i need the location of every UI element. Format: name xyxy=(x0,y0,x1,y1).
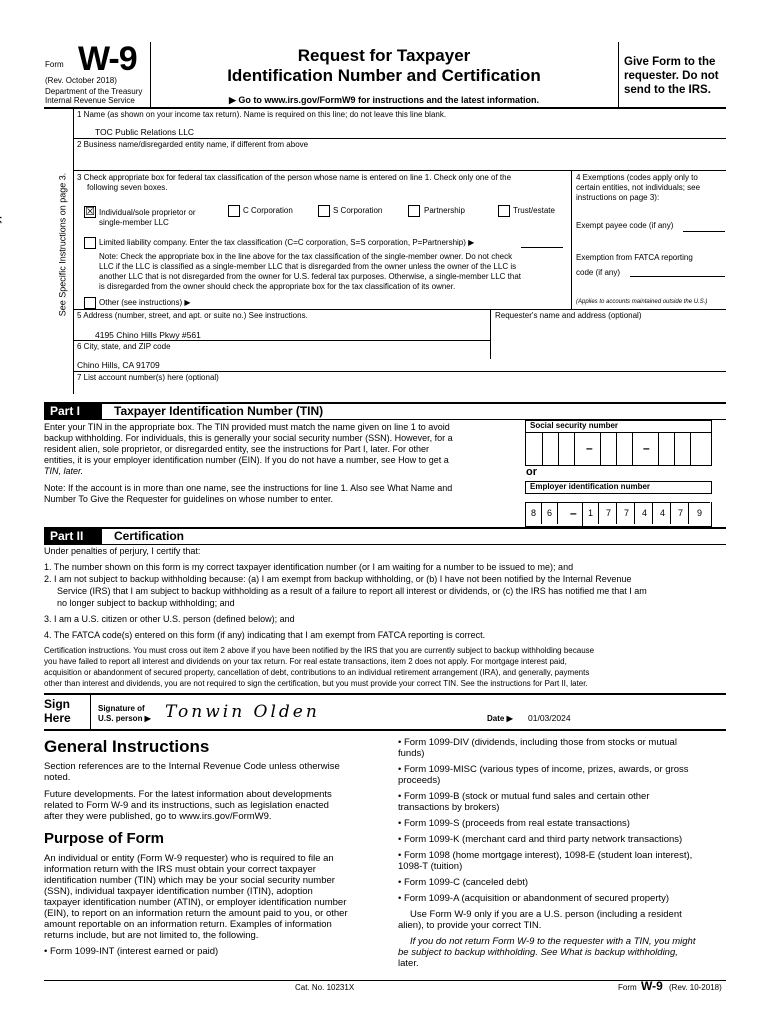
cert-instructions-4: other than interest and dividends, you are not required to sign the certification, but you must provide your correct TIN. See the instructions for Part II, later. xyxy=(44,679,588,688)
part2-badge: Part II xyxy=(44,529,102,544)
line5-address-field[interactable]: 4195 Chino Hills Pkwy #561 xyxy=(95,330,201,340)
trust-estate-checkbox[interactable] xyxy=(498,205,510,217)
line7-label: 7 List account number(s) here (optional) xyxy=(77,373,219,382)
catalog-number: Cat. No. 10231X xyxy=(295,983,355,992)
individual-checkbox[interactable]: ☒ xyxy=(85,206,95,218)
form-word: Form xyxy=(45,60,64,69)
purpose-title: Purpose of Form xyxy=(44,830,165,847)
ein-field[interactable] xyxy=(525,502,712,527)
part1-text-2: backup withholding. For individuals, this is generally your social security number (SSN). However, for a xyxy=(44,433,453,443)
right-2a: • Form 1099-MISC (various types of income, prizes, awards, or gross xyxy=(398,764,689,775)
fatca-label-2: code (if any) xyxy=(576,268,621,277)
exemptions-label-1: 4 Exemptions (codes apply only to xyxy=(576,173,698,182)
ein-label: Employer identification number xyxy=(530,482,651,491)
right-2b: proceeds) xyxy=(398,775,441,786)
side-label-print xyxy=(0,164,3,304)
right-5: • Form 1099-K (merchant card and third party network transactions) xyxy=(398,834,683,845)
part1-title: Taxpayer Identification Number (TIN) xyxy=(114,404,324,418)
s-corp-checkbox[interactable] xyxy=(318,205,330,217)
cert-instructions-3: acquisition or abandonment of secured property, cancellation of debt, contributions to an individual retirement arrangement (IRA), and generally, payments xyxy=(44,668,590,677)
purpose-8: returns include, but are not limited to, the following. xyxy=(44,930,259,941)
exemptions-label-3: instructions on page 3): xyxy=(576,193,660,202)
ein-digit: 9 xyxy=(696,508,702,518)
cert-instructions-1: Certification instructions. You must cross out item 2 above if you have been notified by the IRS that you are currently subject to backup withholding because xyxy=(44,646,595,655)
llc-note-2: LLC if the LLC is classified as a single-member LLC that is disregarded from the owner unless the owner of the LLC is xyxy=(99,262,517,271)
partnership-label: Partnership xyxy=(424,206,465,215)
llc-note-4: is disregarded from the owner should check the appropriate box for the tax classification of its owner. xyxy=(99,282,456,291)
ein-digit: 6 xyxy=(542,502,558,524)
signature-field[interactable]: Tonwin Olden xyxy=(165,702,320,722)
ssn-field[interactable] xyxy=(525,432,712,466)
signature-label-1: Signature of xyxy=(98,704,145,713)
part1-note-1: Note: If the account is in more than one name, see the instructions for line 1. Also see What Name and xyxy=(44,483,453,493)
requester-label: Requester's name and address (optional) xyxy=(495,311,642,320)
future-dev-3: after they were published, go to www.irs.gov/FormW9. xyxy=(44,811,272,822)
right-6a: • Form 1098 (home mortgage interest), 1098-E (student loan interest), xyxy=(398,850,693,861)
partnership-checkbox[interactable] xyxy=(408,205,420,217)
right-9a: Use Form W-9 only if you are a U.S. person (including a resident xyxy=(410,909,682,920)
form-title-1: Request for Taxpayer xyxy=(297,46,471,65)
ein-digit: 7 xyxy=(601,502,617,524)
individual-label-2: single-member LLC xyxy=(99,218,169,227)
ein-digit: 4 xyxy=(637,502,653,524)
line6-label: 6 City, state, and ZIP code xyxy=(77,342,171,351)
here-label: Here xyxy=(44,711,71,725)
line7-account-field[interactable] xyxy=(77,384,717,394)
other-label: Other (see instructions) ▶ xyxy=(99,298,191,307)
line1-name-field[interactable]: TOC Public Relations LLC xyxy=(95,127,195,137)
llc-label: Limited liability company. Enter the tax classification (C=C corporation, S=S corporation, P=Partnership) ▶ xyxy=(99,238,475,247)
cert-1: 1. The number shown on this form is my correct taxpayer identification number (or I am waiting for a number to be issued to me); and xyxy=(44,562,574,572)
sign-label: Sign xyxy=(44,697,70,711)
requester-name-address-field[interactable] xyxy=(495,324,720,358)
right-6b: 1098-T (tuition) xyxy=(398,861,463,872)
footer-form-word: Form xyxy=(618,983,637,992)
signature-label-2: U.S. person ▶ xyxy=(98,714,151,723)
c-corp-checkbox[interactable] xyxy=(228,205,240,217)
cert-2c: no longer subject to backup withholding; and xyxy=(57,598,235,608)
llc-note-3: another LLC that is not disregarded from the owner for U.S. federal tax purposes. Otherwise, a single-member LLC that xyxy=(99,272,521,281)
general-instructions-title: General Instructions xyxy=(44,737,210,756)
right-8: • Form 1099-A (acquisition or abandonment of secured property) xyxy=(398,893,670,904)
give-form-1: Give Form to the xyxy=(624,56,716,68)
purpose-4: (SSN), individual taxpayer identification number (ITIN), adoption xyxy=(44,886,313,897)
form-title-2: Identification Number and Certification xyxy=(227,66,541,85)
date-field[interactable]: 01/03/2024 xyxy=(528,713,571,723)
give-form-2: requester. Do not xyxy=(624,70,719,82)
department: Department of the Treasury xyxy=(45,87,143,96)
cert-2b: Service (IRS) that I am subject to backup withholding as a result of a failure to report all interest or dividends, or (c) the IRS has notified me that I am xyxy=(57,586,647,596)
right-3b: transactions by brokers) xyxy=(398,802,500,813)
future-dev-1: Future developments. For the latest information about developments xyxy=(44,789,332,800)
purpose-9: • Form 1099-INT (interest earned or paid) xyxy=(44,946,219,957)
line3-label-2: following seven boxes. xyxy=(87,183,168,192)
footer-form-number: W-9 xyxy=(641,979,663,993)
gi-para-1: Section references are to the Internal Revenue Code unless otherwise xyxy=(44,761,340,772)
ein-label-box xyxy=(525,481,712,494)
part1-text-5: TIN, later. xyxy=(44,466,84,476)
line3-label: 3 Check appropriate box for federal tax classification of the person whose name is entered on line 1. Check only one of the xyxy=(77,173,512,182)
right-10c: later. xyxy=(398,958,419,969)
goto-instructions: ▶ Go to www.irs.gov/FormW9 for instructions and the latest information. xyxy=(228,95,540,105)
under-penalties: Under penalties of perjury, I certify that: xyxy=(44,546,201,556)
part1-note-2: Number To Give the Requester for guidelines on whose number to enter. xyxy=(44,494,333,504)
exemptions-label-2: certain entities, not individuals; see xyxy=(576,183,701,192)
exempt-payee-label: Exempt payee code (if any) xyxy=(576,221,674,230)
purpose-2: information return with the IRS must obtain your correct taxpayer xyxy=(44,864,316,875)
right-10a: If you do not return Form W-9 to the requester with a TIN, you might xyxy=(410,936,696,947)
cert-4: 4. The FATCA code(s) entered on this form (if any) indicating that I am exempt from FATCA reporting is correct. xyxy=(44,630,486,640)
purpose-5: taxpayer identification number (ATIN), or employer identification number xyxy=(44,897,347,908)
form-number: W-9 xyxy=(78,40,137,78)
cert-3: 3. I am a U.S. citizen or other U.S. person (defined below); and xyxy=(44,614,295,624)
ssn-dash-2: – xyxy=(643,441,650,455)
fatca-note: (Applies to accounts maintained outside the U.S.) xyxy=(576,299,708,305)
ein-digit: 4 xyxy=(655,502,671,524)
exempt-payee-field[interactable] xyxy=(683,231,725,232)
purpose-1: An individual or entity (Form W-9 requester) who is required to file an xyxy=(44,853,334,864)
other-checkbox[interactable] xyxy=(84,297,96,309)
agency: Internal Revenue Service xyxy=(45,96,135,105)
s-corp-label: S Corporation xyxy=(333,206,383,215)
ein-digit: 8 xyxy=(526,502,542,524)
trust-estate-label: Trust/estate xyxy=(513,206,555,215)
purpose-6: (EIN), to report on an information return the amount paid to you, or other xyxy=(44,908,348,919)
right-3a: • Form 1099-B (stock or mutual fund sales and certain other xyxy=(398,791,650,802)
ein-dash: – xyxy=(570,506,577,520)
line6-city-field[interactable]: Chino Hills, CA 91709 xyxy=(77,360,160,370)
purpose-3: identification number (TIN) which may be your social security number xyxy=(44,875,335,886)
purpose-7: amount reportable on an information return. Examples of information xyxy=(44,919,332,930)
ssn-label: Social security number xyxy=(530,421,619,430)
right-9b: alien), to provide your correct TIN. xyxy=(398,920,542,931)
fatca-code-field[interactable] xyxy=(630,276,725,277)
ein-digit: 7 xyxy=(619,502,635,524)
give-form-3: send to the IRS. xyxy=(624,84,711,96)
ein-digit: 1 xyxy=(583,502,599,524)
right-7: • Form 1099-C (canceled debt) xyxy=(398,877,529,888)
revision-date: (Rev. October 2018) xyxy=(45,76,117,85)
part1-text-3: resident alien, sole proprietor, or disregarded entity, see the instructions for Part I, later. For other xyxy=(44,444,430,454)
footer-revision: (Rev. 10-2018) xyxy=(669,983,722,992)
right-1b: funds) xyxy=(398,748,425,759)
c-corp-label: C Corporation xyxy=(243,206,293,215)
ein-digit: 7 xyxy=(673,502,689,524)
individual-label-1: Individual/sole proprietor or xyxy=(99,208,196,217)
part1-text-1: Enter your TIN in the appropriate box. The TIN provided must match the name given on line 1 to avoid xyxy=(44,422,450,432)
ssn-dash-1: – xyxy=(586,441,593,455)
line1-label: 1 Name (as shown on your income tax return). Name is required on this line; do not leave this line blank. xyxy=(77,110,447,119)
llc-checkbox[interactable] xyxy=(84,237,96,249)
part2-title: Certification xyxy=(114,529,185,543)
cert-instructions-2: you have failed to report all interest and dividends on your tax return. For real estate transactions, item 2 does not apply. For mortgage interest paid, xyxy=(44,657,567,666)
llc-note-1: Note: Check the appropriate box in the line above for the tax classification of the single-member owner. Do not check xyxy=(99,252,513,261)
side-label-instructions: See Specific Instructions on page 3. xyxy=(57,172,68,317)
or-label: or xyxy=(526,466,537,478)
right-10b: be subject to backup withholding. See What is backup withholding, xyxy=(398,947,678,958)
part1-text-4: entities, it is your employer identification number (EIN). If you do not have a number, see How to get a xyxy=(44,455,449,465)
future-dev-2: related to Form W-9 and its instructions, such as legislation enacted xyxy=(44,800,329,811)
fatca-label-1: Exemption from FATCA reporting xyxy=(576,253,693,262)
right-1a: • Form 1099-DIV (dividends, including those from stocks or mutual xyxy=(398,737,677,748)
date-label: Date ▶ xyxy=(487,714,513,723)
line2-label: 2 Business name/disregarded entity name, if different from above xyxy=(77,140,309,149)
right-4: • Form 1099-S (proceeds from real estate transactions) xyxy=(398,818,630,829)
cert-2a: 2. I am not subject to backup withholding because: (a) I am exempt from backup withholding, or (b) I have not been notified by the Internal Revenue xyxy=(44,574,632,584)
gi-para-2: noted. xyxy=(44,772,71,783)
line5-label: 5 Address (number, street, and apt. or suite no.) See instructions. xyxy=(77,311,308,320)
llc-classification-field[interactable] xyxy=(521,247,563,248)
line2-business-name-field[interactable] xyxy=(77,152,717,168)
part1-badge: Part I xyxy=(44,404,102,419)
